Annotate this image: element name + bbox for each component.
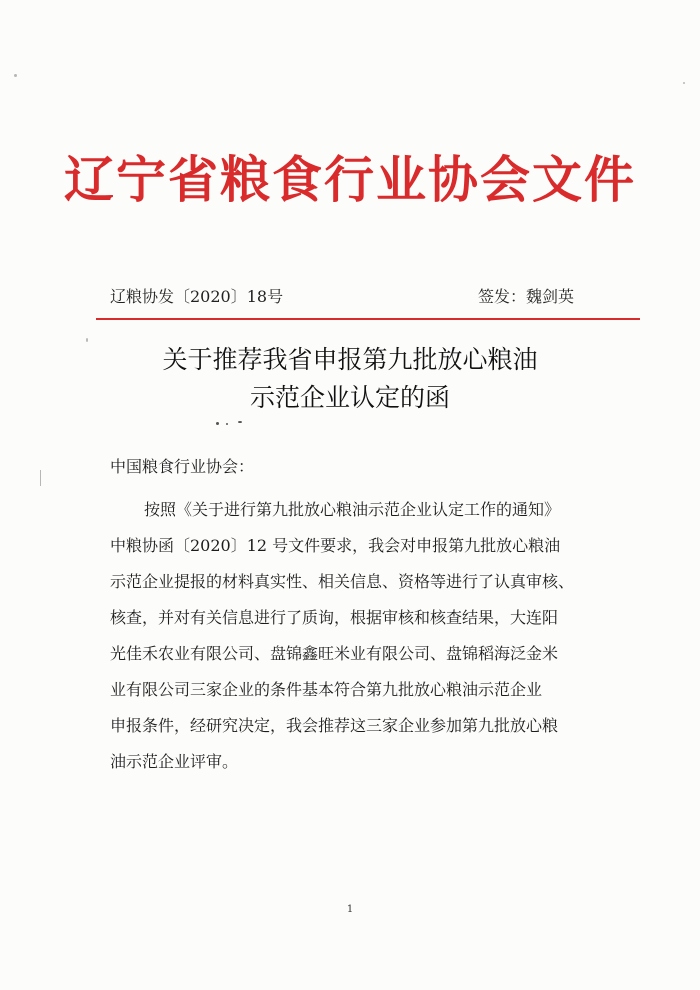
scan-dust-mark [40,470,41,486]
body-line: 业有限公司三家企业的条件基本符合第九批放心粮油示范企业 [110,680,543,699]
red-divider-line [96,318,640,320]
body-line: 申报条件，经研究决定，我会推荐这三家企业参加第九批放心粮 [110,716,559,735]
body-line: 光佳禾农业有限公司、盘锦鑫旺米业有限公司、盘锦稻海泛金米 [110,644,559,663]
page-number: 1 [346,904,354,915]
document-title-line-1: 关于推荐我省申报第九批放心粮油 [162,345,538,374]
body-line: 油示范企业评审。 [110,752,239,771]
salutation: 中国粮食行业协会： [110,457,255,476]
document-title-line-2: 示范企业认定的函 [249,383,450,412]
body-line: 核查，并对有关信息进行了质询，根据审核和核查结果，大连阳 [110,608,559,627]
document-number: 辽粮协发〔2020〕18号 [110,287,284,306]
scan-dust-mark [14,74,17,77]
scan-dust-mark [683,82,685,84]
scan-dust-mark [86,338,88,342]
body-line: 示范企业提报的材料真实性、相关信息、资格等进行了认真审核、 [110,572,575,591]
body-line: 按照《关于进行第九批放心粮油示范企业认定工作的通知》 [144,500,561,519]
signer-label: 签发：魏剑英 [478,287,575,306]
scan-speck-mark [216,420,246,426]
body-line: 中粮协函〔2020〕12 号文件要求，我会对申报第九批放心粮油 [110,536,561,555]
masthead-title: 辽宁省粮食行业协会文件 [64,150,636,209]
